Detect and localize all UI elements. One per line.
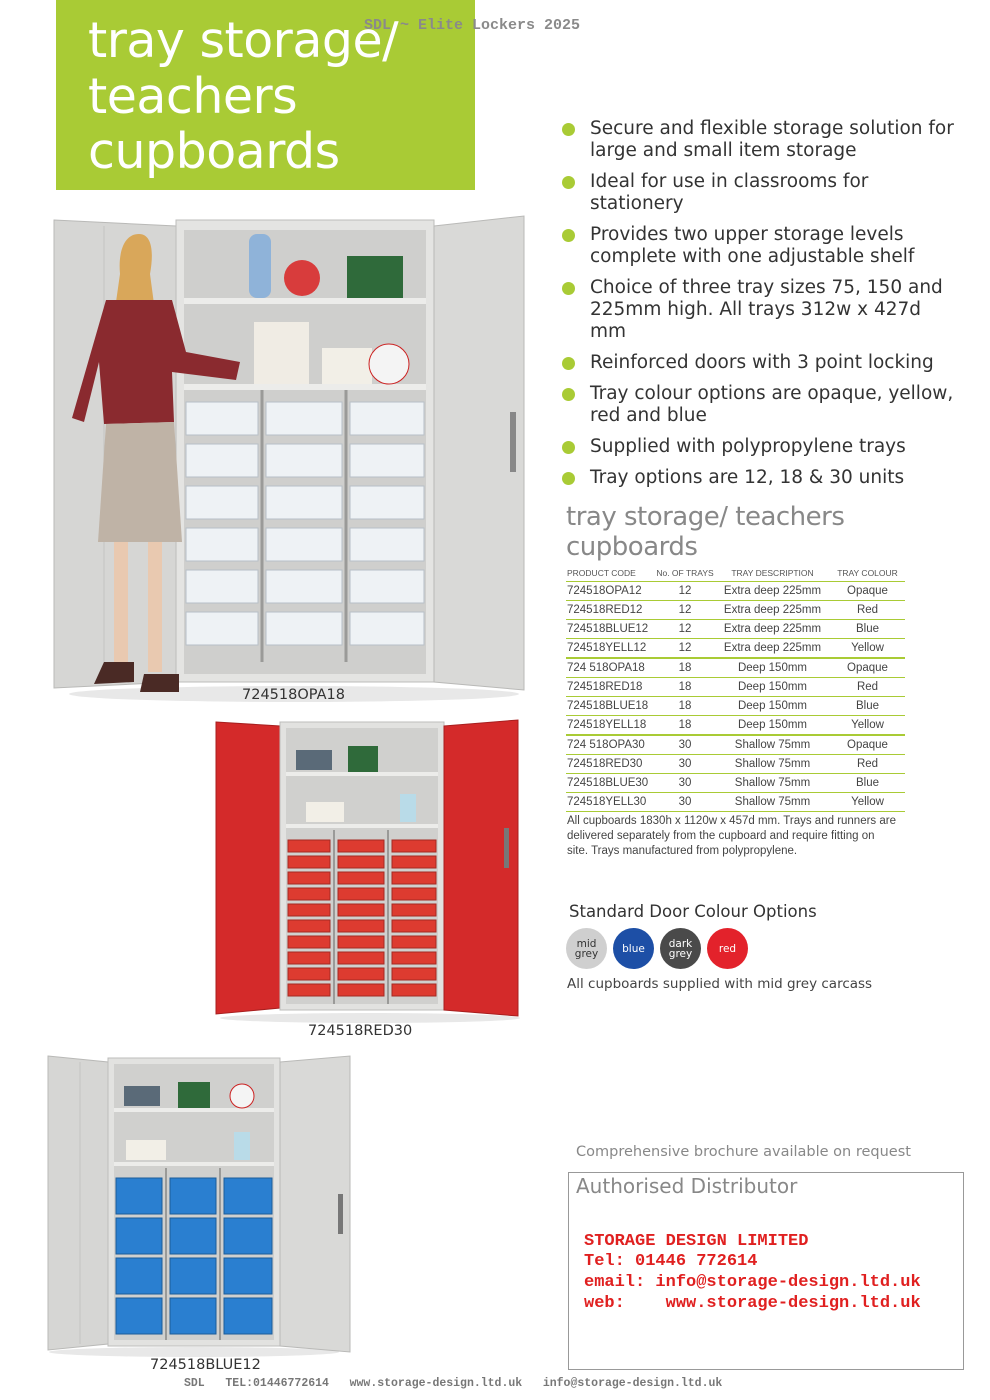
table-row: 724 518OPA18 18 Deep 150mm Opaque [566,658,905,678]
bullet-icon [562,123,575,136]
bullet-icon [562,176,575,189]
door-colour-swatches [566,928,748,969]
product-photo-red-30 [210,718,525,1023]
table-row: 724518YELL12 12 Extra deep 225mm Yellow [566,639,905,659]
photo-caption: 724518BLUE12 [150,1357,261,1373]
header-mark: SDL ~ Elite Lockers 2025 [364,17,581,34]
company-name: STORAGE DESIGN LIMITED [584,1232,809,1251]
swatch-dark-grey: dark grey [660,928,701,969]
table-header-row [566,566,905,582]
feature-item: Tray options are 12, 18 & 30 units [562,467,962,489]
feature-item: Ideal for use in classrooms for stationery [562,171,962,215]
product-photo-blue-12 [44,1054,354,1359]
table-row: 724518RED18 18 Deep 150mm Red [566,678,905,697]
table-row: 724518BLUE18 18 Deep 150mm Blue [566,697,905,716]
bullet-icon [562,472,575,485]
feature-item: Tray colour options are opaque, yellow, red and blue [562,383,962,427]
distributor-title: Authorised Distributor [576,1174,798,1198]
bullet-icon [562,282,575,295]
page-footer: SDL TEL:01446772614 www.storage-design.ltd.uk info@storage-design.ltd.uk [184,1377,723,1390]
col-header: TRAY COLOUR [830,566,905,582]
table-row: 724518YELL30 30 Shallow 75mm Yellow [566,793,905,812]
bullet-icon [562,357,575,370]
brochure-note: Comprehensive brochure available on request [576,1144,911,1160]
photo-caption: 724518OPA18 [242,687,345,703]
feature-item: Choice of three tray sizes 75, 150 and 225mm high. All trays 312w x 427d mm [562,277,962,343]
bullet-icon [562,441,575,454]
table-row: 724 518OPA30 30 Shallow 75mm Opaque [566,735,905,755]
contact-tel: Tel: 01446 772614 [584,1252,758,1271]
title-line-2: teachers [88,68,298,125]
table-row: 724518YELL18 18 Deep 150mm Yellow [566,716,905,736]
carcass-note: All cupboards supplied with mid grey carcass [567,976,873,992]
col-header: PRODUCT CODE [566,566,655,582]
door-colour-title: Standard Door Colour Options [569,902,817,921]
feature-list [562,118,962,498]
distributor-box [568,1172,964,1370]
feature-item: Reinforced doors with 3 point locking [562,352,962,374]
swatch-mid-grey: mid grey [566,928,607,969]
table-row: 724518RED30 30 Shallow 75mm Red [566,755,905,774]
table-row: 724518BLUE12 12 Extra deep 225mm Blue [566,620,905,639]
swatch-red: red [707,928,748,969]
swatch-blue: blue [613,928,654,969]
col-header: No. OF TRAYS [655,566,715,582]
title-line-3: cupboards [88,123,340,180]
table-row: 724518BLUE30 30 Shallow 75mm Blue [566,774,905,793]
bullet-icon [562,388,575,401]
spec-table [566,566,905,812]
product-photo-opaque-18 [44,212,529,717]
table-row: 724518RED12 12 Extra deep 225mm Red [566,601,905,620]
title-line-1: tray storage/ [88,12,399,69]
spec-title: tray storage/ teachers cupboards [566,502,845,562]
feature-item: Secure and flexible storage solution for large and small item storage [562,118,962,162]
table-row: 724518OPA12 12 Extra deep 225mm Opaque [566,582,905,601]
feature-item: Provides two upper storage levels complete with one adjustable shelf [562,224,962,268]
feature-item: Supplied with polypropylene trays [562,436,962,458]
contact-web: web: www.storage-design.ltd.uk [584,1294,921,1313]
photo-caption: 724518RED30 [308,1023,413,1039]
dimensions-note: All cupboards 1830h x 1120w x 457d mm. Trays and runners are delivered separately from the cupboard and require fitting on site. Trays manufactured from polypropylene. [567,815,896,857]
col-header: TRAY DESCRIPTION [715,566,830,582]
contact-email: email: info@storage-design.ltd.uk [584,1273,921,1292]
bullet-icon [562,229,575,242]
